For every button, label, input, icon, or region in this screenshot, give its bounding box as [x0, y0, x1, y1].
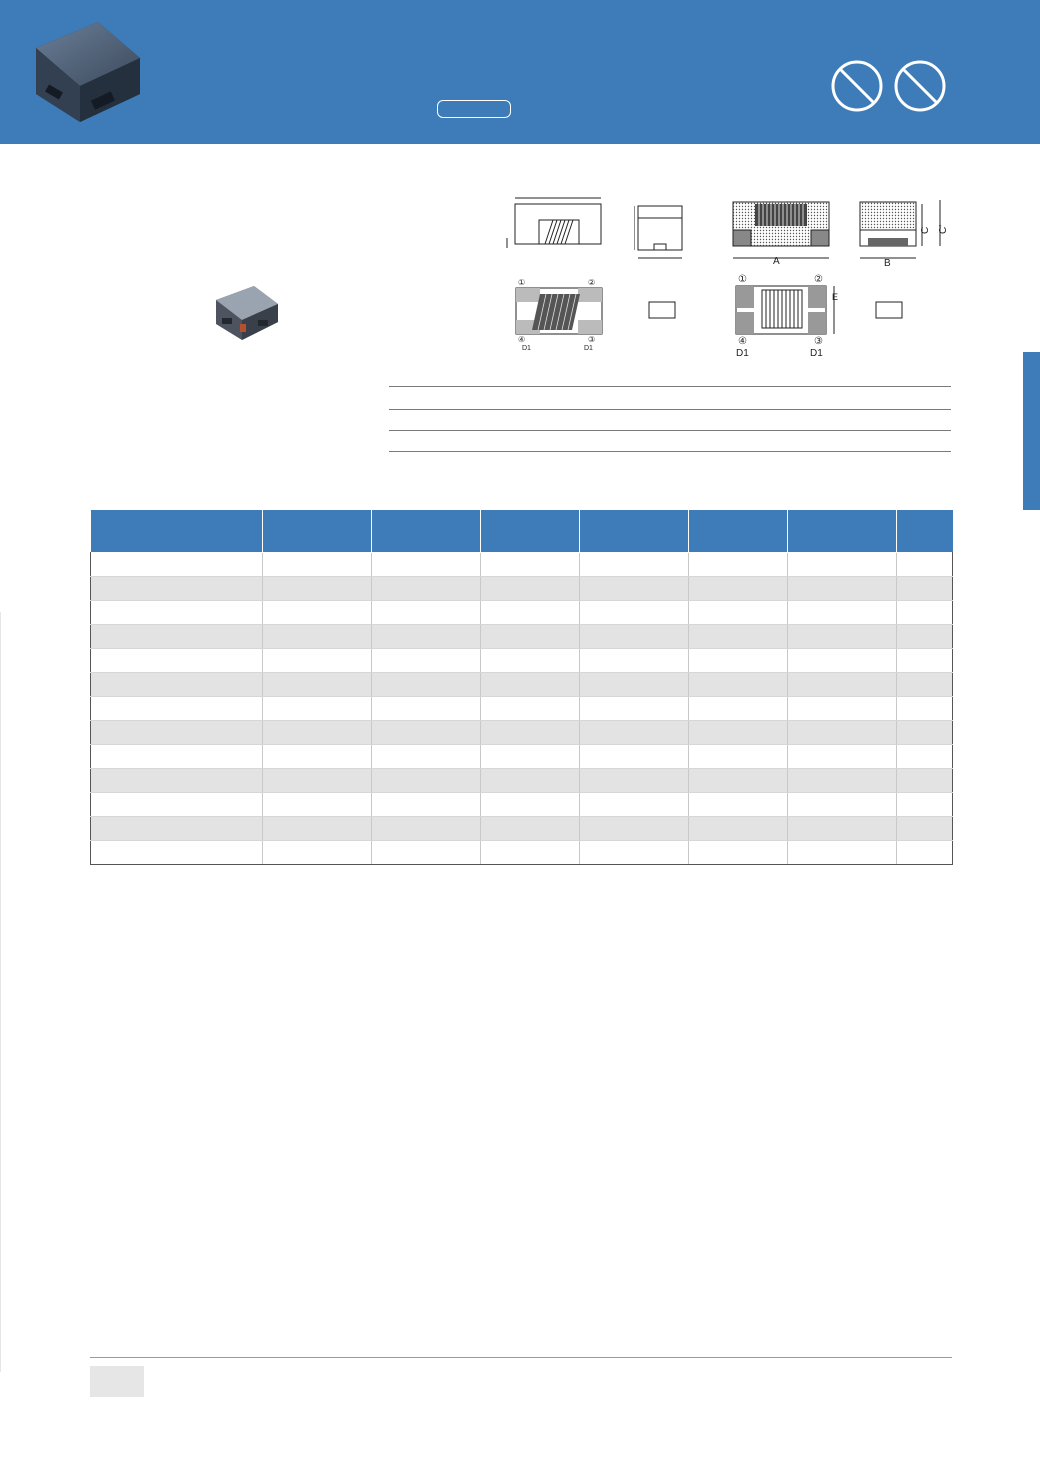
table-cell — [263, 553, 372, 577]
table-cell — [788, 625, 897, 649]
table-cell — [263, 625, 372, 649]
table-cell — [372, 697, 481, 721]
table-cell — [372, 577, 481, 601]
table-cell — [481, 841, 580, 865]
table-cell — [897, 553, 953, 577]
table-cell — [91, 553, 263, 577]
badge-pill — [437, 100, 511, 118]
table-cell — [91, 817, 263, 841]
table-cell — [481, 769, 580, 793]
spec-divider — [389, 430, 951, 431]
table-cell — [689, 841, 788, 865]
type1-side-view-drawing — [505, 194, 605, 254]
table-cell — [91, 697, 263, 721]
table-cell — [372, 817, 481, 841]
page-number-tab — [90, 1366, 144, 1397]
spec-divider — [389, 451, 951, 452]
table-cell — [91, 577, 263, 601]
table-row — [91, 817, 953, 841]
table-cell — [788, 721, 897, 745]
type2-land-box-drawing — [875, 301, 903, 319]
table-cell — [263, 841, 372, 865]
table-cell — [372, 625, 481, 649]
table-cell — [481, 793, 580, 817]
table-row — [91, 601, 953, 625]
table-row — [91, 649, 953, 673]
table-header-cell — [91, 510, 263, 553]
table-header-cell — [897, 510, 953, 553]
table-cell — [481, 721, 580, 745]
table-cell — [689, 793, 788, 817]
dimension-d1-left-label: D1 — [736, 348, 749, 359]
table-cell — [580, 841, 689, 865]
table-cell — [263, 793, 372, 817]
table-cell — [91, 721, 263, 745]
table-cell — [689, 769, 788, 793]
table-cell — [897, 793, 953, 817]
table-row — [91, 793, 953, 817]
table-cell — [580, 577, 689, 601]
table-row — [91, 673, 953, 697]
table-cell — [897, 841, 953, 865]
table-header-cell — [788, 510, 897, 553]
table-cell — [91, 673, 263, 697]
table-cell — [263, 577, 372, 601]
dimension-a-label: A — [773, 256, 780, 266]
table-header-cell — [580, 510, 689, 553]
table-cell — [580, 817, 689, 841]
table-cell — [263, 649, 372, 673]
table-header-cell — [481, 510, 580, 553]
table-cell — [580, 601, 689, 625]
table-cell — [689, 817, 788, 841]
pin-1-label: ① — [518, 278, 526, 287]
pin-4-label: ④ — [738, 336, 747, 347]
dimension-d1-right-label: D1 — [584, 345, 593, 352]
table-cell — [897, 601, 953, 625]
table-row — [91, 625, 953, 649]
table-cell — [263, 817, 372, 841]
table-cell — [897, 721, 953, 745]
dimension-c-label: C — [920, 226, 931, 234]
table-cell — [580, 793, 689, 817]
footer-rule — [90, 1357, 952, 1358]
table-cell — [580, 745, 689, 769]
table-cell — [689, 673, 788, 697]
table-cell — [788, 841, 897, 865]
dimension-b-label: B — [884, 258, 891, 268]
table-cell — [372, 721, 481, 745]
table-cell — [372, 601, 481, 625]
table-cell — [580, 553, 689, 577]
table-cell — [91, 601, 263, 625]
table-cell — [689, 721, 788, 745]
pin-3-label: ③ — [588, 335, 596, 344]
table-cell — [263, 721, 372, 745]
type2-top-view-drawing — [722, 272, 850, 360]
dimension-c-prime-label: C' — [938, 224, 949, 234]
table-cell — [91, 625, 263, 649]
table-cell — [788, 553, 897, 577]
margin-rule — [0, 612, 1, 1372]
type1-land-box-drawing — [648, 301, 676, 319]
table-cell — [91, 745, 263, 769]
table-cell — [580, 625, 689, 649]
dimension-d1-right-label: D1 — [810, 348, 823, 359]
pin-3-label: ③ — [814, 336, 823, 347]
table-cell — [689, 745, 788, 769]
table-cell — [689, 601, 788, 625]
spec-divider — [389, 409, 951, 410]
table-cell — [788, 673, 897, 697]
pin-1-label: ① — [738, 274, 747, 285]
table-cell — [372, 841, 481, 865]
table-cell — [580, 697, 689, 721]
table-cell — [788, 817, 897, 841]
table-cell — [372, 673, 481, 697]
table-cell — [788, 769, 897, 793]
table-cell — [481, 625, 580, 649]
table-cell — [372, 769, 481, 793]
table-cell — [481, 553, 580, 577]
table-cell — [91, 769, 263, 793]
table-cell — [481, 817, 580, 841]
table-row — [91, 841, 953, 865]
table-cell — [897, 625, 953, 649]
table-cell — [481, 649, 580, 673]
table-header-cell — [372, 510, 481, 553]
table-cell — [897, 769, 953, 793]
table-cell — [897, 697, 953, 721]
table-cell — [91, 649, 263, 673]
table-row — [91, 697, 953, 721]
type2-end-view-drawing — [858, 196, 950, 268]
table-cell — [689, 649, 788, 673]
table-cell — [481, 577, 580, 601]
table-cell — [481, 673, 580, 697]
section-side-tab — [1023, 352, 1040, 510]
table-row — [91, 577, 953, 601]
table-cell — [372, 745, 481, 769]
table-cell — [689, 625, 788, 649]
table-row — [91, 721, 953, 745]
prohibition-icon — [829, 58, 885, 114]
table-header-row — [91, 510, 953, 553]
table-cell — [897, 649, 953, 673]
table-cell — [372, 793, 481, 817]
table-cell — [481, 601, 580, 625]
table-cell — [788, 745, 897, 769]
table-cell — [91, 841, 263, 865]
pin-4-label: ④ — [518, 335, 526, 344]
table-cell — [263, 769, 372, 793]
table-cell — [263, 601, 372, 625]
table-cell — [689, 577, 788, 601]
table-cell — [897, 673, 953, 697]
inductor-chip-photo-icon — [22, 14, 148, 126]
type2-side-view-drawing — [729, 196, 833, 266]
table-cell — [897, 817, 953, 841]
table-cell — [580, 673, 689, 697]
table-cell — [897, 577, 953, 601]
table-row — [91, 745, 953, 769]
table-cell — [372, 553, 481, 577]
table-row — [91, 769, 953, 793]
table-header-cell — [689, 510, 788, 553]
table-header-cell — [263, 510, 372, 553]
table-cell — [788, 697, 897, 721]
table-cell — [372, 649, 481, 673]
table-cell — [580, 649, 689, 673]
spec-divider — [389, 386, 951, 387]
table-cell — [580, 769, 689, 793]
pin-2-label: ② — [814, 274, 823, 285]
table-cell — [263, 673, 372, 697]
table-cell — [689, 553, 788, 577]
dimension-d1-left-label: D1 — [522, 345, 531, 352]
pin-2-label: ② — [588, 278, 596, 287]
table-cell — [263, 697, 372, 721]
inductor-chip-photo-icon — [210, 282, 282, 344]
table-cell — [788, 577, 897, 601]
spec-table — [90, 510, 953, 865]
table-cell — [580, 721, 689, 745]
table-cell — [788, 601, 897, 625]
type1-end-view-drawing — [634, 204, 684, 260]
dimension-e-label: E — [832, 292, 839, 302]
prohibition-icon — [892, 58, 948, 114]
table-cell — [788, 793, 897, 817]
table-cell — [91, 793, 263, 817]
table-cell — [481, 745, 580, 769]
table-row — [91, 553, 953, 577]
table-cell — [263, 745, 372, 769]
table-cell — [689, 697, 788, 721]
type1-top-view-drawing — [508, 276, 612, 352]
table-cell — [481, 697, 580, 721]
table-cell — [788, 649, 897, 673]
table-cell — [897, 745, 953, 769]
